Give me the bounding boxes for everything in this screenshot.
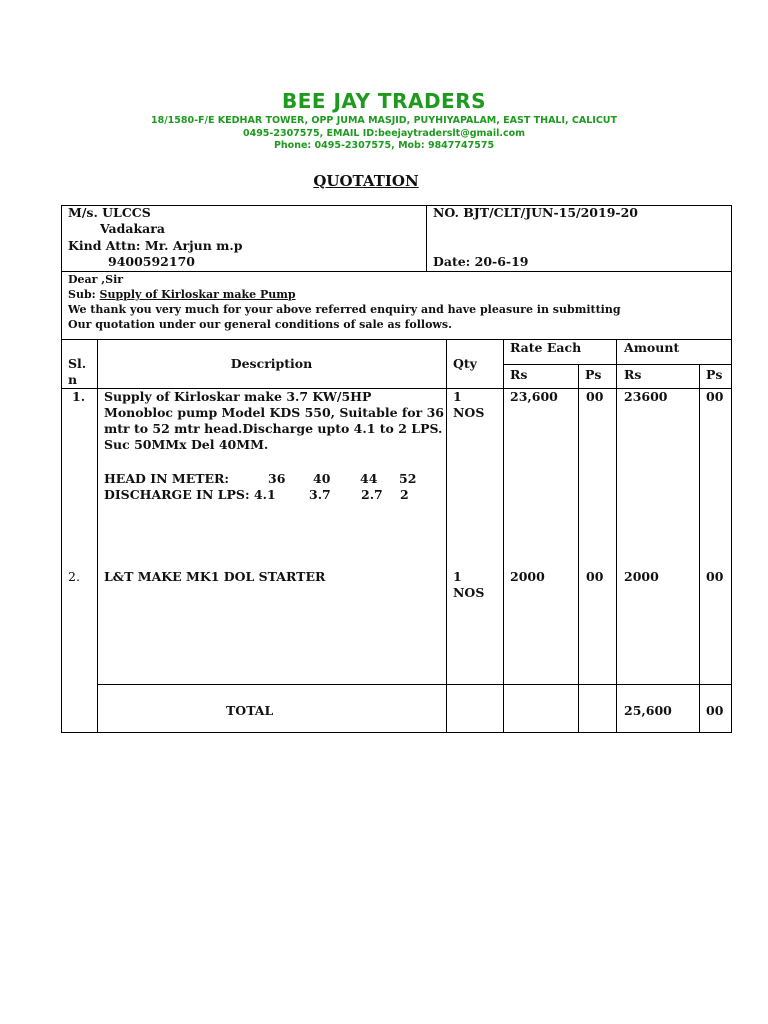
table-rule xyxy=(503,364,732,365)
table-rule xyxy=(578,364,579,733)
row-qty: 1 xyxy=(453,389,462,404)
greeting: Dear ,Sir xyxy=(68,273,124,286)
table-rule xyxy=(616,339,617,733)
company-name: BEE JAY TRADERS xyxy=(281,89,487,113)
row-qty-unit: NOS xyxy=(453,585,485,600)
intro-line-2: Our quotation under our general conditions of sale as follows. xyxy=(68,318,452,331)
row-qty-unit: NOS xyxy=(453,405,485,420)
row-amount-rs: 2000 xyxy=(624,569,659,584)
table-rule xyxy=(97,684,732,685)
head-value: 52 xyxy=(399,471,417,486)
row-description-line: L&T MAKE MK1 DOL STARTER xyxy=(104,569,326,584)
subject-line xyxy=(68,287,296,302)
row-rate-ps: 00 xyxy=(586,569,604,584)
discharge-value: 3.7 xyxy=(309,487,331,502)
head-value: 44 xyxy=(360,471,378,486)
subject-text: Supply of Kirloskar make Pump xyxy=(99,288,296,301)
row-qty: 1 xyxy=(453,569,462,584)
intro-line-1: We thank you very much for your above referred enquiry and have pleasure in submitting xyxy=(68,303,621,316)
table-border-bottom xyxy=(61,732,732,733)
subject-label: Sub: xyxy=(68,288,96,301)
document-title: QUOTATION xyxy=(313,172,419,190)
header-rate-each: Rate Each xyxy=(510,340,582,355)
row-amount-rs: 23600 xyxy=(624,389,668,404)
row-amount-ps: 00 xyxy=(706,389,724,404)
header-amount: Amount xyxy=(624,340,680,355)
quotation-number: NO. BJT/CLT/JUN-15/2019-20 xyxy=(433,205,638,220)
header-description: Description xyxy=(230,356,313,371)
table-rule xyxy=(61,271,732,272)
row-sl: 2. xyxy=(68,569,80,584)
recipient-attention: Kind Attn: Mr. Arjun m.p xyxy=(68,238,243,253)
table-rule xyxy=(699,364,700,733)
recipient-phone: 9400592170 xyxy=(108,254,195,269)
header-sl-wrap: n xyxy=(68,372,78,387)
total-amount-rs: 25,600 xyxy=(624,703,672,718)
address-line-2: 0495-2307575, EMAIL ID:beejaytraderslt@gmail.com xyxy=(242,128,526,139)
row-description-line: Monobloc pump Model KDS 550, Suitable for 36 xyxy=(104,405,444,420)
row-sl: 1. xyxy=(72,389,86,404)
header-sl: Sl. xyxy=(68,356,87,371)
discharge-label: DISCHARGE IN LPS: 4.1 xyxy=(104,487,276,502)
head-value: 40 xyxy=(313,471,331,486)
row-description-line: mtr to 52 mtr head.Discharge upto 4.1 to 2 LPS. xyxy=(104,421,443,436)
table-rule xyxy=(503,339,504,733)
table-rule xyxy=(97,339,98,733)
discharge-value: 2.7 xyxy=(361,487,383,502)
table-rule xyxy=(426,205,427,271)
head-value: 36 xyxy=(268,471,286,486)
header-rate-rs: Rs xyxy=(510,367,528,382)
row-rate-ps: 00 xyxy=(586,389,604,404)
header-rate-ps: Ps xyxy=(585,367,602,382)
row-description-line: Supply of Kirloskar make 3.7 KW/5HP xyxy=(104,389,372,404)
address-line-1: 18/1580-F/E KEDHAR TOWER, OPP JUMA MASJID, PUYHIYAPALAM, EAST THALI, CALICUT xyxy=(150,115,618,126)
table-rule xyxy=(446,339,447,733)
head-in-meter-label: HEAD IN METER: xyxy=(104,471,230,486)
quotation-date: Date: 20-6-19 xyxy=(433,254,529,269)
recipient-name: M/s. ULCCS xyxy=(68,205,151,220)
header-qty: Qty xyxy=(453,356,477,371)
total-amount-ps: 00 xyxy=(706,703,724,718)
table-border-left xyxy=(61,205,62,733)
header-amount-ps: Ps xyxy=(706,367,723,382)
total-label: TOTAL xyxy=(226,703,274,718)
table-border-right xyxy=(731,205,732,733)
row-rate-rs: 23,600 xyxy=(510,389,558,404)
header-amount-rs: Rs xyxy=(624,367,642,382)
row-rate-rs: 2000 xyxy=(510,569,545,584)
row-amount-ps: 00 xyxy=(706,569,724,584)
recipient-place: Vadakara xyxy=(100,221,165,236)
address-line-3: Phone: 0495-2307575, Mob: 9847747575 xyxy=(273,140,495,151)
row-description-line: Suc 50MMx Del 40MM. xyxy=(104,437,269,452)
discharge-value: 2 xyxy=(400,487,409,502)
